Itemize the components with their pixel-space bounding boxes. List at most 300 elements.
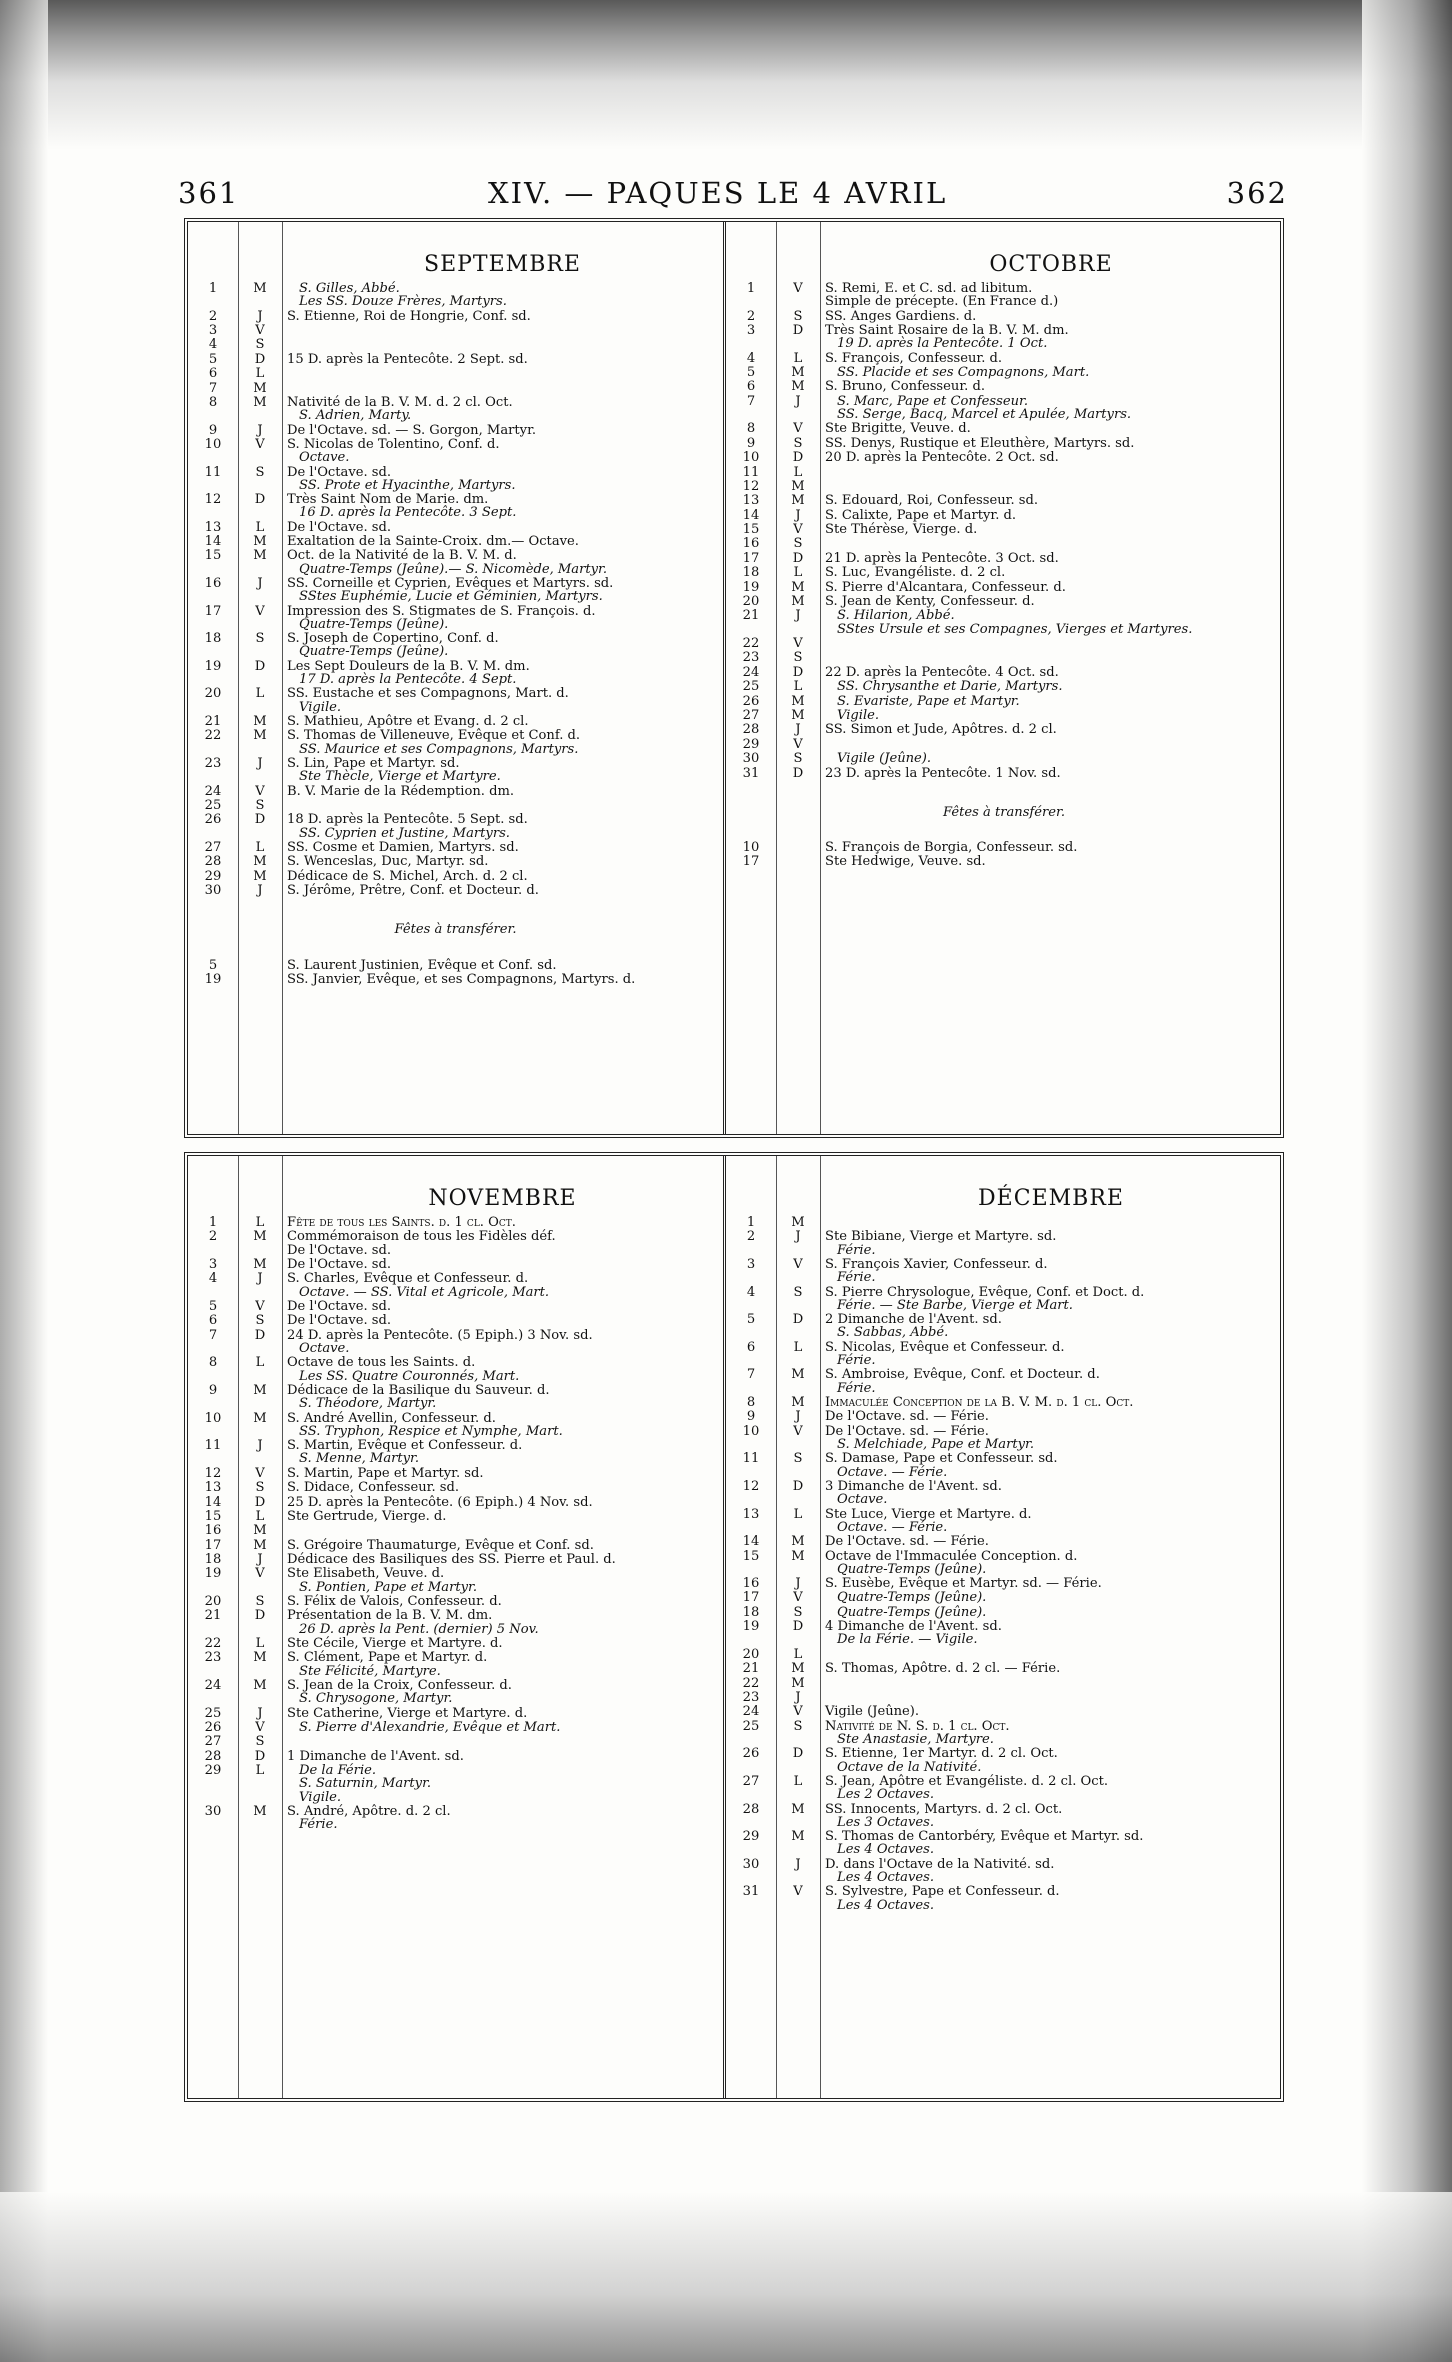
feast-text [820,709,1282,722]
feast-text [820,595,1282,608]
calendar-row [188,1467,723,1480]
weekday-letter: L [255,840,265,855]
day-number: 1 [208,1215,218,1230]
weekday-letter: V [255,1566,265,1582]
weekday-letter: V [255,783,265,799]
weekday-letter: V [793,1590,803,1606]
calendar-row [188,1412,723,1438]
feast-line: Ste Anastasie, Martyre. [837,1732,994,1748]
weekday-letter: L [255,1215,265,1230]
entries [188,1216,723,1833]
feast-text [282,1230,723,1256]
weekday-letter: S [255,464,265,480]
calendar-row [726,380,1282,393]
day-number: 3 [746,1256,756,1272]
calendar-row [726,767,1282,780]
day-number: 15 [742,1548,760,1564]
weekday-letter: L [255,519,265,535]
day-number: 24 [742,1704,760,1720]
feast-line: Quatre-Temps (Jeûne). [837,1561,987,1577]
feast-line: Ste Gertrude, Vierge. d. [287,1508,447,1524]
feast-line: S. Marc, Pape et Confesseur. [837,393,1028,409]
calendar-row [726,595,1282,608]
day-number: 10 [742,839,760,855]
day-number: 9 [208,1382,218,1398]
weekday-letter: D [254,1748,266,1764]
day-number: 11 [204,1438,222,1454]
feast-line: 22 D. après la Pentecôte. 4 Oct. sd. [825,664,1059,680]
calendar-row [188,660,723,686]
calendar-row [726,494,1282,507]
feast-line: D. dans l'Octave de la Nativité. sd. [825,1856,1055,1872]
calendar-row [188,729,723,755]
feast-line: 3 Dimanche de l'Avent. sd. [825,1478,1002,1494]
weekday-letter: M [253,548,267,564]
day-number: 30 [204,883,222,899]
weekday-letter: M [253,1410,267,1426]
feast-text [820,1286,1282,1312]
calendar-row [188,1258,723,1271]
weekday-letter: D [792,450,804,466]
weekday-letter: J [257,1705,263,1721]
feast-line: S. Charles, Evêque et Confesseur. d. [287,1271,529,1287]
day-number: 29 [204,868,222,884]
feast-line: S. Chrysogone, Martyr. [299,1691,453,1707]
calendar-row [188,1750,723,1763]
day-number: 12 [204,492,222,508]
month-panel-november [188,1156,726,2098]
day-number: 18 [204,631,222,647]
calendar-row [726,1508,1282,1534]
weekday-letter: S [255,1480,265,1496]
feast-text [820,1620,1282,1646]
calendar-row [188,1735,723,1748]
page-header [178,176,1288,216]
weekday-letter: V [255,1298,265,1314]
feast-line: De l'Octave. sd. [287,464,392,480]
day-number: 16 [742,536,760,552]
feast-line: Octave. [837,1492,888,1508]
calendar-row [726,1648,1282,1661]
day-number: 18 [204,1552,222,1568]
day-number: 28 [742,722,760,738]
day-number: 7 [746,393,756,409]
feast-text [282,310,723,323]
feast-text [282,493,723,519]
calendar-row [188,1805,723,1831]
feast-line: Fête de tous les Saints. d. 1 cl. Oct. [287,1215,516,1230]
feast-line: S. Thomas, Apôtre. d. 2 cl. — Férie. [825,1661,1061,1677]
weekday-letter: V [793,1884,803,1900]
day-number: 9 [746,1409,756,1425]
day-number: 17 [742,1590,760,1606]
month-panel-september [188,222,726,1134]
feast-line: SS. Janvier, Evêque, et ses Compagnons, Martyrs. d. [287,971,636,987]
day-number: 13 [742,1506,760,1522]
day-number: 22 [742,1675,760,1691]
weekday-letter [776,841,820,854]
feast-line: S. Remi, E. et C. sd. ad libitum. [825,281,1033,296]
calendar-row [188,382,723,395]
feast-line: S. François Xavier, Confesseur. d. [825,1256,1048,1272]
weekday-letter [776,855,820,868]
calendar-row [726,1775,1282,1801]
day-number: 4 [746,350,756,366]
calendar-row [726,709,1282,722]
feast-text [282,1510,723,1523]
calendar-row [726,1858,1282,1884]
day-number: 3 [208,1256,218,1272]
weekday-letter: S [793,751,803,767]
feast-line: SS. Innocents, Martyrs. d. 2 cl. Oct. [825,1801,1063,1817]
day-number: 26 [204,1720,222,1735]
calendar-row [726,1691,1282,1704]
weekday-letter: D [792,550,804,566]
feast-text [820,395,1282,421]
calendar-row [188,1216,723,1229]
feast-text [820,509,1282,522]
feast-line: Les 4 Octaves. [837,1897,934,1913]
feast-line: De l'Octave. sd. [287,1298,392,1314]
day-number: 18 [742,565,760,581]
feast-line: S. François, Confesseur. d. [825,350,1003,366]
weekday-letter: L [793,1774,803,1789]
calendar-row [726,395,1282,421]
weekday-letter: V [255,603,265,619]
feast-line: Vigile. [837,707,880,723]
month-title: OCTOBRE [989,252,1113,277]
calendar-row [188,310,723,323]
weekday-letter: L [255,686,265,702]
day-number: 10 [742,450,760,466]
calendar-row [726,352,1282,365]
calendar-row [188,799,723,812]
feast-text [282,1539,723,1552]
weekday-letter: D [254,658,266,674]
feast-line: De la Férie. [299,1763,377,1779]
weekday-letter: M [253,1523,267,1539]
feast-text [282,605,723,631]
calendar-row [188,1567,723,1593]
feast-line: De l'Octave. sd. — Férie. [825,1409,989,1425]
calendar-row [188,785,723,798]
calendar-row [188,493,723,519]
feast-line: S. Eusèbe, Evêque et Martyr. sd. — Férie. [825,1576,1102,1592]
day-number: 25 [742,679,760,695]
weekday-letter: V [793,281,803,296]
calendar-row [188,687,723,713]
feast-text [820,1705,1282,1718]
feast-text [282,757,723,783]
calendar-row [188,353,723,366]
calendar-row [188,1510,723,1523]
day-number: 18 [742,1604,760,1620]
day-number: 21 [204,1608,222,1624]
calendar-row [726,1720,1282,1746]
feast-line: Les 4 Octaves. [837,1842,934,1858]
calendar-row [188,884,723,897]
weekday-letter: J [257,422,263,438]
feast-text [282,660,723,686]
feast-text [282,324,723,337]
day-number: 27 [204,840,222,855]
day-number: 19 [204,971,222,987]
weekday-letter: V [793,1423,803,1439]
feast-text [282,438,723,464]
feast-line: S. Jean de Kenty, Confesseur. d. [825,594,1035,610]
feast-line: De l'Octave. sd. [287,1313,392,1329]
feast-line: S. Théodore, Martyr. [299,1396,437,1412]
calendar-row [726,1286,1282,1312]
feast-line: S. André, Apôtre. d. 2 cl. [287,1803,451,1819]
calendar-row [188,424,723,437]
day-number: 30 [204,1803,222,1819]
weekday-letter: V [255,1720,265,1735]
feast-line: SS. Chrysanthe et Darie, Martyrs. [837,679,1063,695]
day-number: 2 [208,308,218,324]
weekday-letter: M [791,379,805,395]
day-number: 28 [742,1801,760,1817]
feast-text [282,535,723,548]
feast-line: S. Sabbas, Abbé. [837,1325,949,1341]
day-number: 9 [746,435,756,451]
calendar-row [726,1396,1282,1409]
feast-line: Vigile (Jeûne). [837,751,932,767]
feast-line: SS. Corneille et Cyprien, Evêques et Martyrs. sd. [287,576,614,592]
feast-text [282,1524,723,1537]
calendar-row [188,1481,723,1494]
feast-line: S. Pierre Chrysologue, Evêque, Conf. et Doct. d. [825,1284,1145,1300]
feast-line: Ste Elisabeth, Veuve. d. [287,1566,445,1582]
calendar-row [726,1313,1282,1339]
weekday-letter: M [253,1229,267,1245]
feast-text [820,1410,1282,1423]
feast-line: Vigile. [299,699,342,715]
weekday-letter: D [792,1312,804,1328]
day-number: 4 [746,1284,756,1300]
weekday-letter: D [792,765,804,781]
weekday-letter: M [253,854,267,870]
weekday-letter: S [793,1604,803,1620]
day-number: 21 [204,714,222,730]
feast-text [282,632,723,658]
feast-line: Ste Hedwige, Veuve. sd. [825,854,986,870]
page-number-left: 361 [178,176,240,210]
feast-line: Quatre-Temps (Jeûne). [299,616,449,632]
calendar-row [726,523,1282,536]
feast-text [282,1258,723,1271]
feast-text [282,1412,723,1438]
calendar-row [188,338,723,351]
calendar-row [726,581,1282,594]
calendar-row [726,1368,1282,1394]
feast-line: S. Ambroise, Evêque, Conf. et Docteur. d. [825,1367,1100,1383]
weekday-letter [238,959,282,972]
feast-line: Très Saint Rosaire de la B. V. M. dm. [825,322,1069,338]
day-number: 6 [208,1313,218,1329]
weekday-letter: J [257,1271,263,1287]
feast-line: S. Hilarion, Abbé. [837,608,955,624]
feast-text [282,799,723,812]
feast-text [282,1314,723,1327]
feast-line: Férie. [837,1242,876,1258]
feast-text [820,324,1282,350]
calendar-row [188,1314,723,1327]
weekday-letter: V [255,322,265,338]
feast-line: Oct. de la Nativité de la B. V. M. d. [287,548,517,564]
weekday-letter: M [791,1548,805,1564]
calendar-row [726,1803,1282,1829]
calendar-row [188,535,723,548]
scan-noise-left [0,0,48,2362]
day-number: 26 [742,693,760,709]
calendar-row [188,438,723,464]
day-number: 20 [204,1594,222,1610]
weekday-letter: M [253,714,267,730]
day-number: 24 [204,783,222,799]
feast-line: S. Jean, Apôtre et Evangéliste. d. 2 cl. Oct. [825,1774,1109,1789]
feast-text [820,1803,1282,1829]
feast-line: SStes Euphémie, Lucie et Géminien, Martyrs. [299,589,603,605]
feast-text [820,738,1282,751]
feast-line: S. Etienne, Roi de Hongrie, Conf. sd. [287,308,531,324]
calendar-row [726,324,1282,350]
calendar-row [726,752,1282,765]
day-number: 31 [742,765,760,781]
weekday-letter: D [254,1608,266,1624]
feast-line: S. Luc, Evangéliste. d. 2 cl. [825,565,1006,581]
feast-text [820,437,1282,450]
weekday-letter: L [793,1646,803,1662]
calendar-row [726,437,1282,450]
calendar-row [188,757,723,783]
day-number: 23 [742,650,760,666]
feast-text [820,841,1282,854]
day-number: 20 [742,1646,760,1662]
calendar-row [726,1258,1282,1284]
calendar-row [188,1721,723,1734]
weekday-letter: V [793,421,803,437]
feast-text [820,680,1282,693]
weekday-letter: S [255,1594,265,1610]
scan-noise-top [0,0,1452,150]
feast-text [820,581,1282,594]
weekday-letter: L [793,464,803,480]
feast-text [282,1595,723,1608]
day-number: 5 [746,364,756,380]
calendar-row [726,1230,1282,1256]
day-number: 14 [742,1534,760,1550]
day-number: 19 [742,1619,760,1635]
feast-line: Exaltation de la Sainte-Croix. dm.— Octave. [287,534,579,550]
weekday-letter: J [795,1576,801,1592]
feast-text [820,1368,1282,1394]
feast-text [282,841,723,854]
weekday-letter: L [255,1508,265,1524]
weekday-letter: J [257,1552,263,1568]
day-number: 13 [204,1480,222,1496]
weekday-letter: L [793,565,803,581]
calendar-row [188,324,723,337]
day-number: 21 [742,1661,760,1677]
weekday-letter: M [253,1650,267,1666]
weekday-letter: L [793,679,803,695]
feast-text [820,767,1282,780]
feast-line: SS. Serge, Bacq, Marcel et Apulée, Martyrs. [837,406,1132,422]
month-panel-october [726,222,1282,1134]
feast-text [820,609,1282,635]
weekday-letter: S [793,536,803,552]
feast-text [820,1677,1282,1690]
weekday-letter: M [791,1675,805,1691]
feast-line: Très Saint Nom de Marie. dm. [287,492,489,508]
calendar-row [726,566,1282,579]
calendar-row [726,1577,1282,1590]
feast-line: SS. Simon et Jude, Apôtres. d. 2 cl. [825,722,1057,738]
feast-line: SS. Eustache et ses Compagnons, Mart. d. [287,686,569,702]
day-number: 16 [204,576,222,592]
weekday-letter: M [791,364,805,380]
day-number: 10 [742,1423,760,1439]
feast-line: Ste Bibiane, Vierge et Martyre. sd. [825,1229,1057,1245]
feast-line: Dédicace des Basiliques des SS. Pierre et Paul. d. [287,1552,616,1568]
calendar-row [726,855,1282,868]
feast-text [820,552,1282,565]
calendar-row [726,366,1282,379]
feast-line: Les SS. Quatre Couronnés, Mart. [299,1368,520,1384]
weekday-letter: M [253,1382,267,1398]
calendar-row [726,1550,1282,1576]
feast-line: S. Grégoire Thaumaturge, Evêque et Conf. sd. [287,1537,594,1553]
feast-text [282,1679,723,1705]
feast-line: Férie. [837,1352,876,1368]
day-number: 27 [742,1774,760,1789]
day-number: 9 [208,422,218,438]
feast-line: Octave. [299,450,350,466]
feast-text [820,537,1282,550]
feast-line: S. Jérôme, Prêtre, Conf. et Docteur. d. [287,883,539,899]
calendar-row [726,666,1282,679]
feast-line: S. Laurent Justinien, Evêque et Conf. sd. [287,957,557,973]
day-number: 8 [208,1355,218,1371]
day-number: 2 [208,1229,218,1245]
weekday-letter: S [793,435,803,451]
calendar-row [726,1830,1282,1856]
feast-line: Octave de la Nativité. [837,1759,982,1775]
calendar-row [726,552,1282,565]
day-number: 15 [204,548,222,564]
feast-line: De l'Octave. sd. [287,1242,392,1258]
calendar-row [188,521,723,534]
calendar-row [726,1747,1282,1773]
feast-line: Ste Brigitte, Veuve. d. [825,421,971,437]
day-number: 25 [742,1718,760,1734]
feast-line: Dédicace de S. Michel, Arch. d. 2 cl. [287,868,528,884]
feast-line: De la Férie. — Vigile. [837,1632,978,1648]
calendar-row [188,367,723,380]
feast-text [820,1775,1282,1801]
weekday-letter: D [792,664,804,680]
feast-text [282,1651,723,1677]
feast-line: De l'Octave. sd. — Férie. [825,1534,989,1550]
day-number: 19 [204,658,222,674]
feast-line: 21 D. après la Pentecôte. 3 Oct. sd. [825,550,1059,566]
feast-text [820,1258,1282,1284]
day-number: 20 [204,686,222,702]
weekday-letter: M [253,728,267,744]
day-number: 14 [204,1494,222,1510]
feast-text [820,1577,1282,1590]
